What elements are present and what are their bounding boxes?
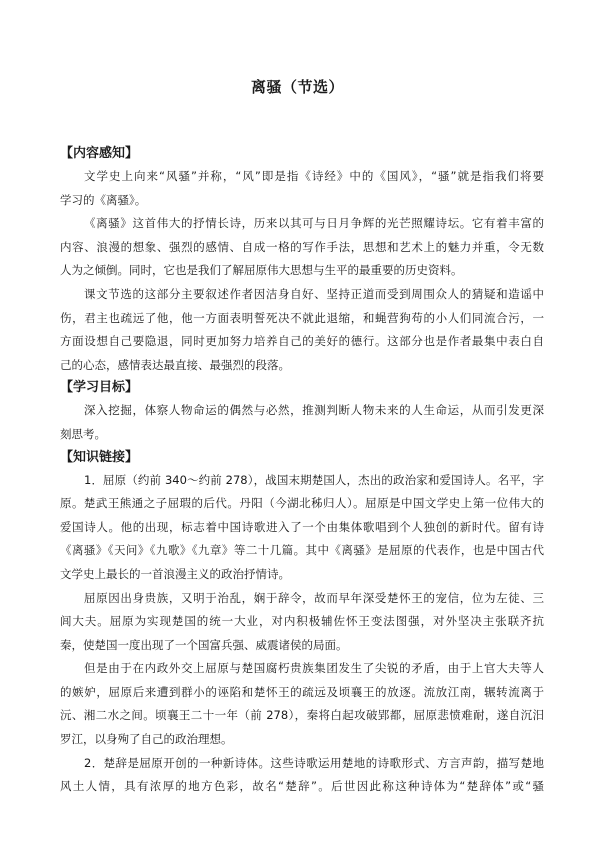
section-heading-knowledge-link: 【知识链接】 <box>60 449 139 465</box>
paragraph-line: 深入挖掘，体察人物命运的偶然与必然，推测判断人物未来的人生命运，从而引发更深 <box>84 403 544 418</box>
section-heading-learning-goal: 【学习目标】 <box>60 380 139 396</box>
paragraph-line: 1．屈原（约前 340～约前 278），战国末期楚国人，杰出的政治家和爱国诗人。名平，字 <box>84 472 544 487</box>
paragraph-line: 人为之倾倒。同时，它也是我们了解屈原伟大思想与生平的最重要的历史资料。 <box>60 263 463 278</box>
document-body <box>60 143 544 799</box>
paragraph-line: 《离骚》这首伟大的抒情长诗，历来以其可与日月争辉的光芒照耀诗坛。它有着丰富的 <box>84 216 544 231</box>
paragraph-line: 沅、湘二水之间。顷襄王二十一年（前 278），秦将白起攻破郢都，屈原悲愤难耐，遂自沉汨 <box>60 708 544 723</box>
paragraph-line: 爱国诗人。他的出现，标志着中国诗歌进入了一个由集体歌唱到个人独创的新时代。留有诗 <box>60 519 544 534</box>
paragraph-line: 原。楚武王熊通之子屈瑕的后代。丹阳（今湖北秭归人）。屈原是中国文学史上第一位伟大的 <box>60 496 544 511</box>
paragraph-line: 屈原因出身贵族，又明于治乱，娴于辞令，故而早年深受楚怀王的宠信，位为左徒、三 <box>84 590 544 605</box>
paragraph-line: 学习的《离骚》。 <box>60 192 147 207</box>
paragraph-line: 方面设想自己要隐退，同时更加努力培养自己的美好的德行。这部分也是作者最集中表白自 <box>60 334 544 349</box>
paragraph-line: 秦，使楚国一度出现了一个国富兵强、威震诸侯的局面。 <box>60 637 348 652</box>
section-heading-content-sense: 【内容感知】 <box>60 146 139 161</box>
paragraph-line: 己的心态，感情表达最直接、最强烈的段落。 <box>60 357 290 372</box>
paragraph-line: 文学史上最长的一首浪漫主义的政治抒情诗。 <box>60 566 290 581</box>
paragraph-line: 刻思考。 <box>60 426 106 441</box>
paragraph-line: 文学史上向来“风骚”并称，“风”即是指《诗经》中的《国风》，“骚”就是指我们将要 <box>84 169 544 183</box>
paragraph-line: 课文节选的这部分主要叙述作者因洁身自好、坚持正道而受到周围众人的猜疑和造谣中 <box>84 286 544 301</box>
paragraph-line: 风土人情，具有浓厚的地方色彩，故名“楚辞”。后世因此称这种诗体为“楚辞体”或“骚 <box>60 779 544 794</box>
paragraph-line: 内容、浪漫的想象、强烈的感情、自成一格的写作手法，思想和艺术上的魅力并重，令无数 <box>60 239 544 254</box>
paragraph-line: 罗江，以身殉了自己的政治理想。 <box>60 732 233 747</box>
paragraph-line: 但是由于在内政外交上屈原与楚国腐朽贵族集团发生了尖锐的矛盾，由于上官大夫等人 <box>84 661 544 676</box>
document-title: 离骚（节选） <box>250 78 344 96</box>
paragraph-line: 的嫉妒，屈原后来遭到群小的诬陷和楚怀王的疏远及顷襄王的放逐。流放江南，辗转流离于 <box>60 684 544 699</box>
paragraph-line: 《离骚》《天问》《九歌》《九章》等二十几篇。其中《离骚》是屈原的代表作，也是中国古代 <box>60 543 544 558</box>
paragraph-line: 闾大夫。屈原为实现楚国的统一大业，对内积极辅佐怀王变法图强，对外坚决主张联齐抗 <box>60 614 544 629</box>
paragraph-line: 伤，君主也疏远了他，他一方面表明誓死决不就此退缩，和蝇营狗苟的小人们同流合污，一 <box>60 310 544 325</box>
paragraph-line: 2．楚辞是屈原开创的一种新诗体。这些诗歌运用楚地的诗歌形式、方言声韵，描写楚地 <box>84 755 544 770</box>
